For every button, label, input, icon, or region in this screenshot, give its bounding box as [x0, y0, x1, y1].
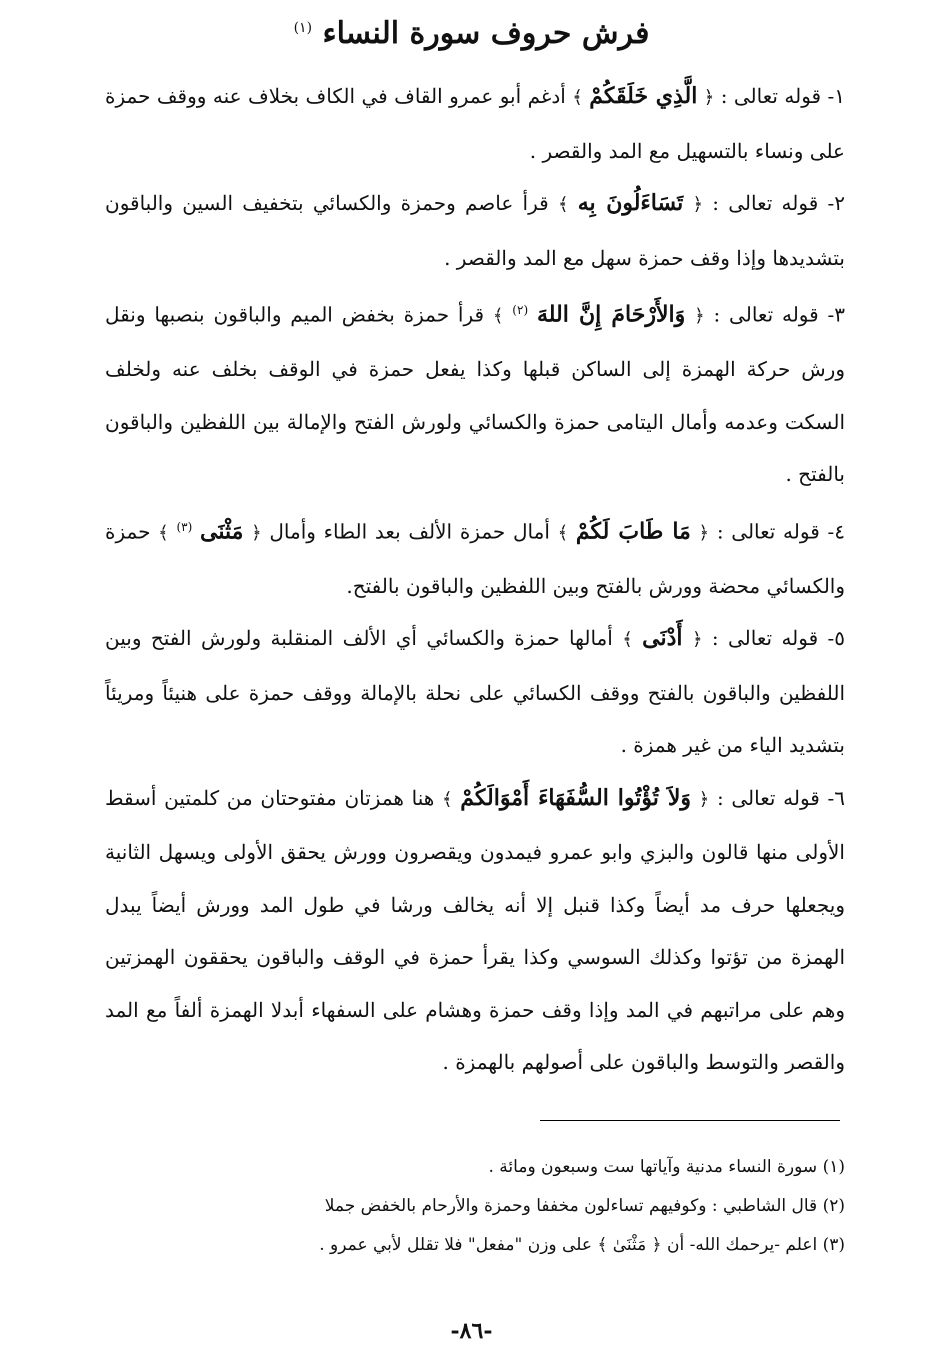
paragraph-number: ٥- قوله تعالى :	[711, 626, 846, 651]
paragraph-number: ٣- قوله تعالى :	[713, 302, 846, 327]
paragraph-2: ٢- قوله تعالى : ﴿ تَسَاءَلُونَ بِه ﴾ قرأ عاصم وحمزة والكسائي بتخفيف السين والباقون بتشديدها وإذا وقف حمزة سهل مع المد والقصر .	[105, 190, 846, 270]
paragraph-text: قرأ حمزة بخفض الميم والباقون بنصبها ونقل ورش حركة الهمزة إلى الساكن قبلها وكذا يفعل حمزة في الوقف بخلف عنه ولخلف السكت وعدمه وأمال اليتامى حمزة والكسائي ولورش الفتح والإمالة بين اللفظين والباقون بالفتح .	[105, 302, 846, 487]
paragraph-3: ٣- قوله تعالى : ﴿ وَالأَرْحَامَ إِنَّ اللهَ $^{(٢)}$ ﴾ قرأ حمزة بخفض الميم والباقون بنصبها ونقل ورش حركة الهمزة إلى الساكن قبلها وكذا يفعل حمزة في الوقف بخلف عنه ولخلف السكت وعدمه وأمال اليتامى حمزة والكسائي ولورش الفتح والإمالة بين اللفظين والباقون بالفتح .	[105, 301, 846, 487]
quran-quote: أَدْنَى	[642, 625, 683, 652]
paragraph-text: أدغم أبو عمرو القاف في الكاف بخلاف عنه ووقف حمزة على ونساء بالتسهيل مع المد والقصر .	[105, 84, 845, 163]
quran-quote: تَسَاءَلُونَ بِه	[577, 190, 684, 216]
paragraph-5: ٥- قوله تعالى : ﴿ أَدْنَى ﴾ أمالها حمزة والكسائي أي الألف المنقلبة ولورش الفتح وبين اللفظين والباقون بالفتح ووقف الكسائي على نحلة بالإمالة ووقف حمزة على هنيئاً ومريئاً بتشديد الياء من غير همزة .	[105, 625, 846, 758]
footnote-divider	[540, 1120, 840, 1121]
paragraph-4: ٤- قوله تعالى : ﴿ مَا طَابَ لَكُمْ ﴾ أمال حمزة الألف بعد الطاء وأمال ﴿ مَثْنَى $^{(٣)}$ ﴾ حمزة والكسائي محضة وورش بالفتح وبين اللفظين والباقون بالفتح.	[105, 518, 845, 598]
quran-quote-2: مَثْنَى	[199, 518, 244, 545]
page-title	[0, 16, 943, 51]
footnote-marker: (٣)	[176, 519, 193, 534]
paragraph-number: ٤- قوله تعالى :	[716, 519, 845, 544]
paragraph-1: ١- قوله تعالى : ﴿ الَّذِي خَلَقَكُمْ ﴾ أدغم أبو عمرو القاف في الكاف بخلاف عنه ووقف حمزة على ونساء بالتسهيل مع المد والقصر .	[105, 83, 846, 163]
quran-quote: الَّذِي خَلَقَكُمْ	[589, 83, 698, 109]
paragraph-text: قرأ عاصم وحمزة والكسائي بتخفيف السين والباقون بتشديدها وإذا وقف حمزة سهل مع المد والقصر .	[105, 191, 845, 270]
footnote-marker: (٢)	[512, 303, 529, 317]
paragraph-text: هنا همزتان مفتوحتان من كلمتين أسقط الأولى منها قالون والبزي وابو عمرو فيمدون ويقصرون وورش يحقق الأولى ويسهل الثانية ويجعلها حرف مد أيضاً وكذا قنبل إلا أنه يخالف ورشا في طول المد وورش أيضاً يبدل الهمزة من تؤتوا وكذلك السوسي وكذا يقرأ حمزة في الوقف والباقون يحققون الهمزتين وهم على مراتبهم في المد وإذا وقف حمزة وهشام على السفهاء أبدلا الهمزة ألفاً مع المد والقصر والتوسط والباقون على أصولهم بالهمزة .	[105, 785, 845, 1075]
paragraph-number: ١- قوله تعالى :	[720, 84, 846, 108]
footnote-3: (٣) اعلم -يرحمك الله- أن ﴿ مَثْنَىٰ ﴾ على وزن "مفعل" فلا تقلل لأبي عمرو .	[319, 1235, 845, 1255]
paragraph-text: أمالها حمزة والكسائي أي الألف المنقلبة ولورش الفتح وبين اللفظين والباقون بالفتح ووقف الكسائي على نحلة بالإمالة ووقف حمزة على هنيئاً ومريئاً بتشديد الياء من غير همزة .	[105, 626, 845, 758]
quran-quote: وَالأَرْحَامَ إِنَّ اللهَ	[536, 301, 686, 328]
page-number: -٨٦-	[450, 1318, 493, 1344]
footnotes	[180, 1148, 845, 1265]
main-text	[105, 70, 845, 1089]
title-text: فرش حروف سورة النساء	[322, 16, 650, 51]
paragraph-text: أمال حمزة الألف بعد الطاء وأمال	[269, 519, 550, 544]
footnote-2: (٢) قال الشاطبي : وكوفيهم تساءلون مخففا وحمزة والأرحام بالخفض جملا	[324, 1196, 845, 1216]
paragraph-number: ٦- قوله تعالى :	[716, 785, 846, 810]
paragraph-number: ٢- قوله تعالى :	[712, 191, 846, 215]
quran-quote: وَلاَ تُؤْتُوا السُّفَهَاءَ أَمْوَالَكُمْ	[460, 784, 692, 811]
paragraph-text-2: حمزة والكسائي محضة وورش بالفتح وبين اللفظين والباقون بالفتح.	[105, 519, 845, 598]
quran-quote: مَا طَابَ لَكُمْ	[575, 518, 691, 545]
paragraph-6: ٦- قوله تعالى : ﴿ وَلاَ تُؤْتُوا السُّفَهَاءَ أَمْوَالَكُمْ ﴾ هنا همزتان مفتوحتان من كلمتين أسقط الأولى منها قالون والبزي وابو عمرو فيمدون ويقصرون وورش يحقق الأولى ويسهل الثانية ويجعلها حرف مد أيضاً وكذا قنبل إلا أنه يخالف ورشا في طول المد وورش أيضاً يبدل الهمزة من تؤتوا وكذلك السوسي وكذا يقرأ حمزة في الوقف والباقون يحققون الهمزتين وهم على مراتبهم في المد وإذا وقف حمزة وهشام على السفهاء أبدلا الهمزة ألفاً مع المد والقصر والتوسط والباقون على أصولهم بالهمزة .	[105, 784, 846, 1075]
footnote-1: (١) سورة النساء مدنية وآياتها ست وسبعون ومائة .	[488, 1157, 845, 1177]
title-footnote-marker: (١)	[293, 20, 313, 36]
